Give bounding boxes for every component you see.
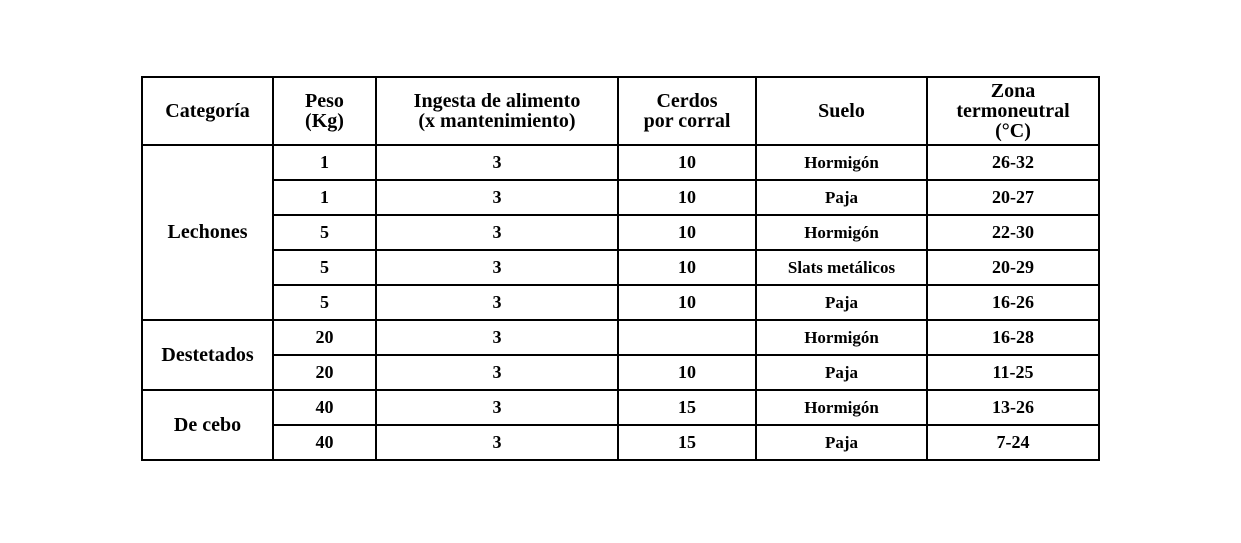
table-row xyxy=(142,285,1099,320)
cell-suelo: Hormigón xyxy=(756,145,927,180)
cell-zona: 13-26 xyxy=(927,390,1099,425)
cell-suelo: Paja xyxy=(756,180,927,215)
header-suelo xyxy=(756,77,927,145)
cell-zona: 20-27 xyxy=(927,180,1099,215)
cell-cerdos: 10 xyxy=(618,215,756,250)
cell-cerdos: 15 xyxy=(618,390,756,425)
cell-ingesta: 3 xyxy=(376,145,618,180)
cell-zona: 7-24 xyxy=(927,425,1099,460)
cell-ingesta: 3 xyxy=(376,425,618,460)
category-lechones: Lechones xyxy=(142,145,273,320)
cell-peso: 5 xyxy=(273,215,376,250)
cell-zona: 20-29 xyxy=(927,250,1099,285)
cell-ingesta: 3 xyxy=(376,215,618,250)
cell-ingesta: 3 xyxy=(376,180,618,215)
table-row xyxy=(142,145,1099,180)
cell-zona: 16-26 xyxy=(927,285,1099,320)
cell-peso: 5 xyxy=(273,250,376,285)
table-row xyxy=(142,355,1099,390)
cell-suelo: Hormigón xyxy=(756,215,927,250)
cell-cerdos: 10 xyxy=(618,355,756,390)
header-row xyxy=(142,77,1099,145)
table-row xyxy=(142,425,1099,460)
cell-peso: 20 xyxy=(273,320,376,355)
header-zona-line1: Zona xyxy=(990,80,1036,102)
category-destetados: Destetados xyxy=(142,320,273,390)
table-row xyxy=(142,215,1099,250)
cell-suelo: Hormigón xyxy=(756,390,927,425)
header-peso-line2: (Kg) xyxy=(305,110,344,132)
table-row xyxy=(142,320,1099,355)
cell-suelo: Paja xyxy=(756,285,927,320)
cell-peso: 1 xyxy=(273,180,376,215)
cell-cerdos: 10 xyxy=(618,285,756,320)
cell-zona: 26-32 xyxy=(927,145,1099,180)
cell-ingesta: 3 xyxy=(376,285,618,320)
cell-peso: 1 xyxy=(273,145,376,180)
cell-suelo: Paja xyxy=(756,355,927,390)
pig-housing-table xyxy=(141,76,1100,461)
table-row xyxy=(142,390,1099,425)
cell-cerdos: 10 xyxy=(618,180,756,215)
cell-zona: 11-25 xyxy=(927,355,1099,390)
cell-cerdos: 15 xyxy=(618,425,756,460)
table-row xyxy=(142,180,1099,215)
header-zona xyxy=(927,77,1099,145)
header-zona-line3: (°C) xyxy=(995,120,1031,142)
cell-peso: 20 xyxy=(273,355,376,390)
cell-peso: 5 xyxy=(273,285,376,320)
header-peso xyxy=(273,77,376,145)
cell-suelo: Slats metálicos xyxy=(756,250,927,285)
cell-cerdos xyxy=(618,320,756,355)
cell-ingesta: 3 xyxy=(376,320,618,355)
cell-suelo: Hormigón xyxy=(756,320,927,355)
cell-zona: 16-28 xyxy=(927,320,1099,355)
header-categoria-text: Categoría xyxy=(165,100,250,122)
header-ingesta xyxy=(376,77,618,145)
header-cerdos xyxy=(618,77,756,145)
header-categoria xyxy=(142,77,273,145)
header-ingesta-line2: (x mantenimiento) xyxy=(418,110,576,132)
cell-zona: 22-30 xyxy=(927,215,1099,250)
cell-cerdos: 10 xyxy=(618,250,756,285)
header-zona-line2: termoneutral xyxy=(956,100,1070,122)
table-row xyxy=(142,250,1099,285)
cell-peso: 40 xyxy=(273,425,376,460)
cell-suelo: Paja xyxy=(756,425,927,460)
cell-cerdos: 10 xyxy=(618,145,756,180)
header-cerdos-line2: por corral xyxy=(643,110,731,132)
header-suelo-text: Suelo xyxy=(818,100,865,122)
category-de-cebo: De cebo xyxy=(142,390,273,460)
cell-ingesta: 3 xyxy=(376,355,618,390)
cell-peso: 40 xyxy=(273,390,376,425)
cell-ingesta: 3 xyxy=(376,250,618,285)
header-peso-line1: Peso xyxy=(305,90,344,112)
header-ingesta-line1: Ingesta de alimento xyxy=(413,90,581,112)
cell-ingesta: 3 xyxy=(376,390,618,425)
header-cerdos-line1: Cerdos xyxy=(656,90,718,112)
